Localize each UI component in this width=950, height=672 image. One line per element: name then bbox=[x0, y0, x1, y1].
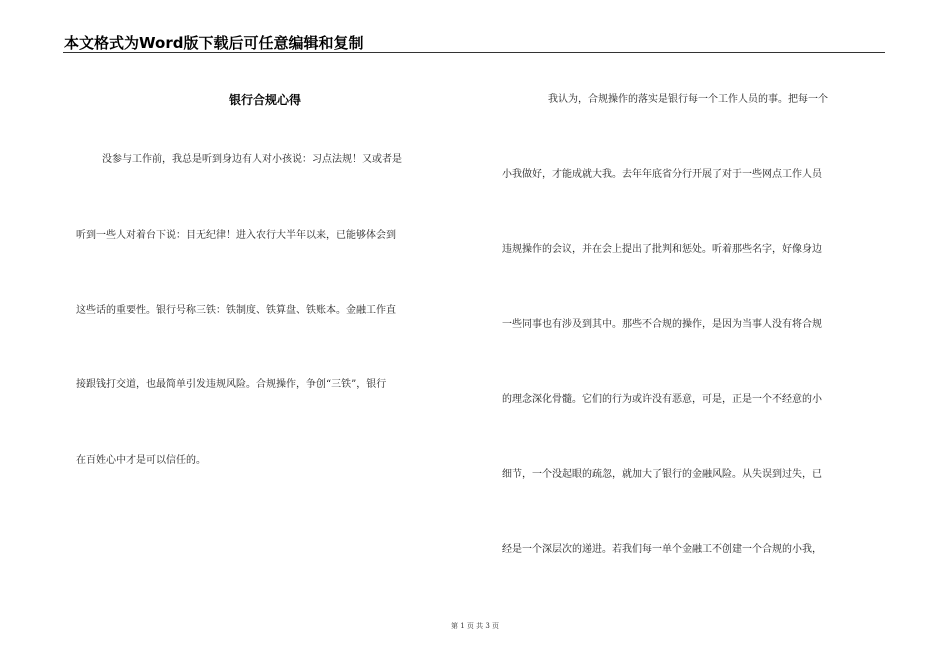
paragraph-line: 听到一些人对着台下说：目无纪律！进入农行大半年以来，已能够体会到 bbox=[76, 230, 396, 241]
paragraph-line: 的理念深化骨髓。它们的行为或许没有恶意，可是，正是一个不经意的小 bbox=[502, 394, 822, 405]
paragraph-line: 违规操作的会议，并在会上提出了批判和惩处。听着那些名字，好像身边 bbox=[502, 244, 822, 255]
banner-divider bbox=[63, 52, 885, 53]
paragraph-line: 接跟钱打交道，也最简单引发违规风险。合规操作，争创“三铁”，银行 bbox=[76, 379, 387, 390]
paragraph-line: 没参与工作前，我总是听到身边有人对小孩说：习点法规！又或者是 bbox=[102, 154, 402, 165]
page-number: 第 1 页 共 3 页 bbox=[450, 622, 500, 630]
document-banner: 本文格式为Word版下载后可任意编辑和复制 bbox=[64, 34, 364, 52]
paragraph-line: 一些同事也有涉及到其中。那些不合规的操作，是因为当事人没有将合规 bbox=[502, 319, 822, 330]
document-title: 银行合规心得 bbox=[228, 93, 301, 107]
paragraph-line: 我认为，合规操作的落实是银行每一个工作人员的事。把每一个 bbox=[548, 94, 828, 105]
paragraph-line: 细节，一个没起眼的疏忽，就加大了银行的金融风险。从失误到过失，已 bbox=[502, 469, 822, 480]
paragraph-line: 经是一个深层次的递进。若我们每一单个金融工不创建一个合规的小我， bbox=[502, 544, 822, 555]
paragraph-line: 在百姓心中才是可以信任的。 bbox=[76, 455, 206, 466]
paragraph-line: 小我做好，才能成就大我。去年年底省分行开展了对于一些网点工作人员 bbox=[502, 169, 822, 180]
paragraph-line: 这些话的重要性。银行号称三铁：铁制度、铁算盘、铁账本。金融工作直 bbox=[76, 305, 396, 316]
